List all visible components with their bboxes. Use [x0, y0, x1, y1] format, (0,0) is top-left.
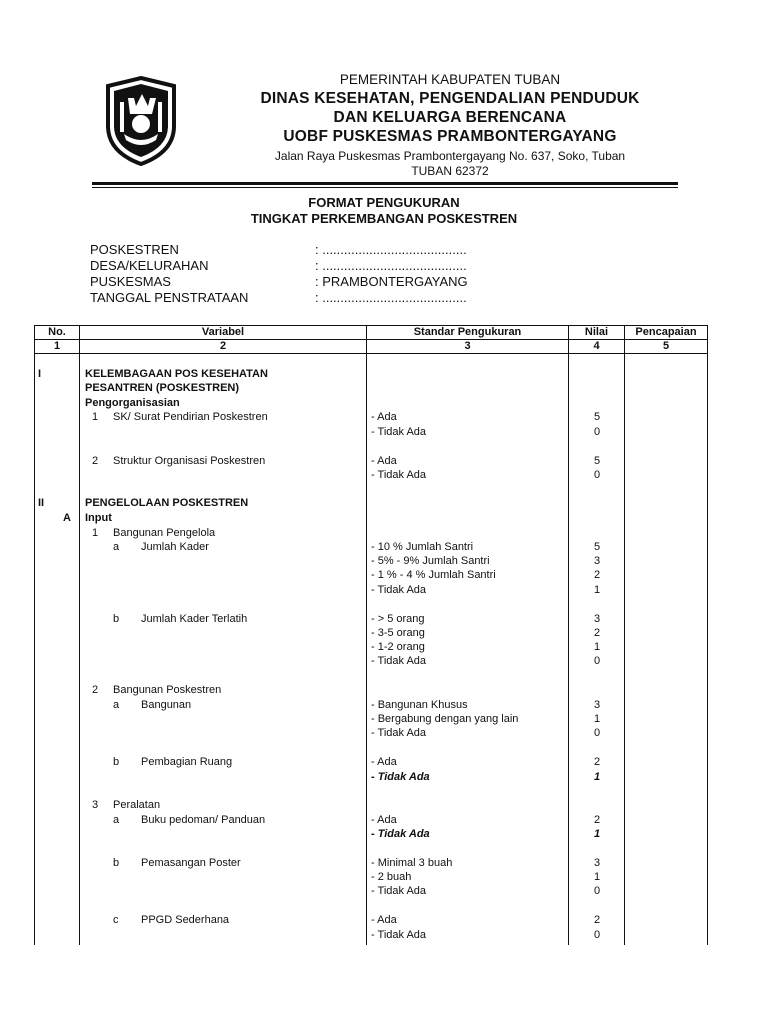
- header-num-1: 1: [53, 340, 61, 352]
- standard-option: - 3-5 orang: [371, 627, 425, 639]
- section-number: I: [38, 368, 42, 380]
- table-col-border-2: [366, 325, 367, 945]
- subsection-letter: A: [63, 512, 71, 524]
- subitem-label: Jumlah Kader: [141, 541, 209, 553]
- identity-value-tanggal: : ........................................: [315, 290, 467, 305]
- identity-value-poskestren: : ........................................: [315, 242, 467, 257]
- kop-department: DINAS KESEHATAN, PENGENDALIAN PENDUDUK: [260, 90, 640, 107]
- score-value: 2: [593, 627, 601, 639]
- score-value: 1: [593, 641, 601, 653]
- standard-option: - Minimal 3 buah: [371, 857, 453, 869]
- subitem-label: Buku pedoman/ Panduan: [141, 814, 266, 826]
- identity-value-puskesmas: : PRAMBONTERGAYANG: [315, 274, 468, 289]
- subitem-letter: a: [113, 814, 120, 826]
- standard-option: - Tidak Ada: [371, 828, 430, 840]
- standard-option: - Tidak Ada: [371, 929, 427, 941]
- score-value: 2: [593, 914, 601, 926]
- score-value: 3: [593, 699, 601, 711]
- score-value: 2: [593, 569, 601, 581]
- subitem-label: PPGD Sederhana: [141, 914, 230, 926]
- item-number: 3: [92, 799, 99, 811]
- standard-option: - Bangunan Khusus: [371, 699, 468, 711]
- standard-option: - Tidak Ada: [371, 885, 427, 897]
- item-number: 2: [92, 455, 99, 467]
- score-value: 1: [593, 584, 601, 596]
- header-variabel: Variabel: [201, 326, 245, 338]
- header-nilai: Nilai: [584, 326, 609, 338]
- standard-option: - Bergabung dengan yang lain: [371, 713, 519, 725]
- kop-unit: UOBF PUSKESMAS PRAMBONTERGAYANG: [283, 128, 617, 145]
- score-value: 2: [593, 814, 601, 826]
- score-value: 1: [593, 828, 601, 840]
- section-title: KELEMBAGAAN POS KESEHATAN: [85, 368, 268, 380]
- section-title-cont: PESANTREN (POSKESTREN): [85, 382, 240, 394]
- subitem-letter: b: [113, 857, 120, 869]
- subitem-label: Pembagian Ruang: [141, 756, 233, 768]
- identity-label-puskesmas: PUSKESMAS: [90, 274, 171, 289]
- kop-address: Jalan Raya Puskesmas Prambontergayang No. 637, Soko, Tuban: [274, 149, 626, 163]
- subitem-label: Jumlah Kader Terlatih: [141, 613, 248, 625]
- table-col-border-right: [707, 325, 708, 945]
- subitem-letter: a: [113, 541, 120, 553]
- item-label: Bangunan Pengelola: [113, 527, 216, 539]
- standard-option: - 5% - 9% Jumlah Santri: [371, 555, 490, 567]
- item-label: Peralatan: [113, 799, 161, 811]
- score-value: 3: [593, 857, 601, 869]
- tuban-regency-emblem-icon: [104, 76, 178, 166]
- standard-option: - Tidak Ada: [371, 426, 427, 438]
- standard-option: - Ada: [371, 914, 397, 926]
- table-number-divider: [34, 353, 708, 354]
- section-number: II: [38, 497, 45, 509]
- subitem-letter: a: [113, 699, 120, 711]
- standard-option: - Tidak Ada: [371, 771, 430, 783]
- standard-option: - Tidak Ada: [371, 727, 427, 739]
- score-value: 1: [593, 871, 601, 883]
- form-title: FORMAT PENGUKURAN: [308, 195, 460, 210]
- score-value: 0: [593, 655, 601, 667]
- standard-option: - Ada: [371, 455, 397, 467]
- score-value: 0: [593, 426, 601, 438]
- subitem-letter: c: [113, 914, 119, 926]
- score-value: 2: [593, 756, 601, 768]
- subitem-label: Pemasangan Poster: [141, 857, 241, 869]
- header-num-5: 5: [662, 340, 670, 352]
- standard-option: - > 5 orang: [371, 613, 425, 625]
- subitem-letter: b: [113, 613, 120, 625]
- standard-option: - Tidak Ada: [371, 584, 427, 596]
- standard-option: - Ada: [371, 411, 397, 423]
- standard-option: - Tidak Ada: [371, 469, 427, 481]
- score-value: 0: [593, 929, 601, 941]
- kop-department-cont: DAN KELUARGA BERENCANA: [333, 109, 567, 126]
- score-value: 5: [593, 541, 601, 553]
- table-col-border-left: [34, 325, 35, 945]
- item-number: 1: [92, 527, 99, 539]
- score-value: 5: [593, 455, 601, 467]
- item-label: Struktur Organisasi Poskestren: [113, 455, 266, 467]
- kop-divider-thin: [92, 187, 678, 188]
- score-value: 5: [593, 411, 601, 423]
- score-value: 1: [593, 771, 601, 783]
- kop-postal: TUBAN 62372: [411, 164, 489, 178]
- standard-option: - 10 % Jumlah Santri: [371, 541, 474, 553]
- header-standar: Standar Pengukuran: [413, 326, 522, 338]
- header-num-4: 4: [593, 340, 600, 352]
- item-number: 2: [92, 684, 99, 696]
- subsection-title: Input: [85, 512, 112, 524]
- form-subtitle: TINGKAT PERKEMBANGAN POSKESTREN: [250, 211, 518, 226]
- identity-label-poskestren: POSKESTREN: [90, 242, 179, 257]
- standard-option: - Ada: [371, 814, 397, 826]
- score-value: 1: [593, 713, 601, 725]
- standard-option: - 1 % - 4 % Jumlah Santri: [371, 569, 496, 581]
- header-num-2: 2: [219, 340, 227, 352]
- standard-option: - 2 buah: [371, 871, 412, 883]
- score-value: 0: [593, 727, 601, 739]
- header-pencapaian: Pencapaian: [635, 326, 697, 338]
- item-label: Bangunan Poskestren: [113, 684, 222, 696]
- table-col-border-1: [79, 325, 80, 945]
- score-value: 0: [593, 469, 601, 481]
- score-value: 0: [593, 885, 601, 897]
- kop-divider-thick: [92, 182, 678, 185]
- standard-option: - Ada: [371, 756, 397, 768]
- section-title: PENGELOLAAN POSKESTREN: [85, 497, 249, 509]
- subitem-label: Bangunan: [141, 699, 192, 711]
- item-number: 1: [92, 411, 99, 423]
- kop-government: PEMERINTAH KABUPATEN TUBAN: [339, 72, 561, 87]
- identity-value-desa: : ........................................: [315, 258, 467, 273]
- header-num-3: 3: [464, 340, 471, 352]
- header-no: No.: [48, 326, 66, 338]
- score-value: 3: [593, 555, 601, 567]
- identity-label-desa: DESA/KELURAHAN: [90, 258, 209, 273]
- standard-option: - 1-2 orang: [371, 641, 425, 653]
- identity-label-tanggal: TANGGAL PENSTRATAAN: [90, 290, 249, 305]
- score-value: 3: [593, 613, 601, 625]
- subsection-title: Pengorganisasian: [85, 397, 180, 409]
- standard-option: - Tidak Ada: [371, 655, 427, 667]
- item-label: SK/ Surat Pendirian Poskestren: [113, 411, 268, 423]
- subitem-letter: b: [113, 756, 120, 768]
